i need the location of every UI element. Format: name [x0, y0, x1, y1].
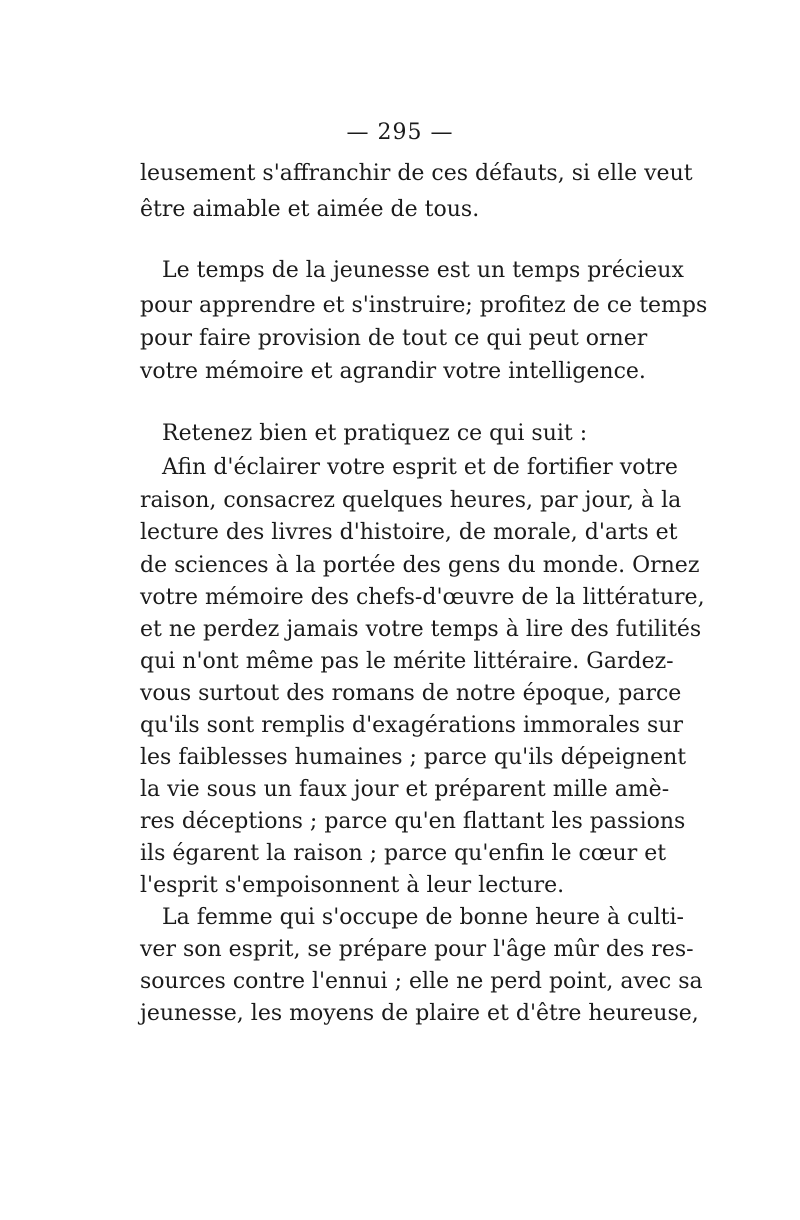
- text-line: la vie sous un faux jour et préparent mille amè-: [140, 777, 670, 802]
- text-line: Afin d'éclairer votre esprit et de fortifier votre: [162, 455, 678, 480]
- text-line: votre mémoire des chefs-d'œuvre de la littérature,: [140, 585, 705, 610]
- text-line: sources contre l'ennui ; elle ne perd point, avec sa: [140, 969, 703, 994]
- text-line: leusement s'affranchir de ces défauts, si elle veut: [140, 161, 693, 186]
- text-line: et ne perdez jamais votre temps à lire des futilités: [140, 617, 702, 642]
- text-line: de sciences à la portée des gens du monde. Ornez: [140, 553, 700, 578]
- page-number: — 295 —: [346, 120, 454, 145]
- text-line: qu'ils sont remplis d'exagérations immorales sur: [140, 713, 683, 738]
- text-line: qui n'ont même pas le mérite littéraire. Gardez-: [140, 649, 674, 674]
- text-line: lecture des livres d'histoire, de morale, d'arts et: [140, 520, 678, 545]
- text-line: votre mémoire et agrandir votre intelligence.: [140, 359, 646, 384]
- text-line: l'esprit s'empoisonnent à leur lecture.: [140, 873, 565, 898]
- text-line: les faiblesses humaines ; parce qu'ils dépeignent: [140, 745, 687, 770]
- text-line: jeunesse, les moyens de plaire et d'être heureuse,: [140, 1001, 699, 1026]
- text-line: être aimable et aimée de tous.: [140, 197, 480, 222]
- text-line: raison, consacrez quelques heures, par jour, à la: [140, 488, 682, 513]
- text-line: ils égarent la raison ; parce qu'enfin le cœur et: [140, 841, 667, 866]
- text-line: Retenez bien et pratiquez ce qui suit :: [162, 421, 588, 446]
- text-line: vous surtout des romans de notre époque, parce: [140, 681, 682, 706]
- text-line: pour apprendre et s'instruire; profitez de ce temps: [140, 293, 708, 318]
- text-line: La femme qui s'occupe de bonne heure à culti-: [162, 905, 684, 930]
- text-line: ver son esprit, se prépare pour l'âge mûr des res-: [140, 937, 694, 962]
- text-line: Le temps de la jeunesse est un temps précieux: [162, 258, 684, 283]
- text-line: pour faire provision de tout ce qui peut orner: [140, 326, 648, 351]
- text-line: res déceptions ; parce qu'en flattant les passions: [140, 809, 686, 834]
